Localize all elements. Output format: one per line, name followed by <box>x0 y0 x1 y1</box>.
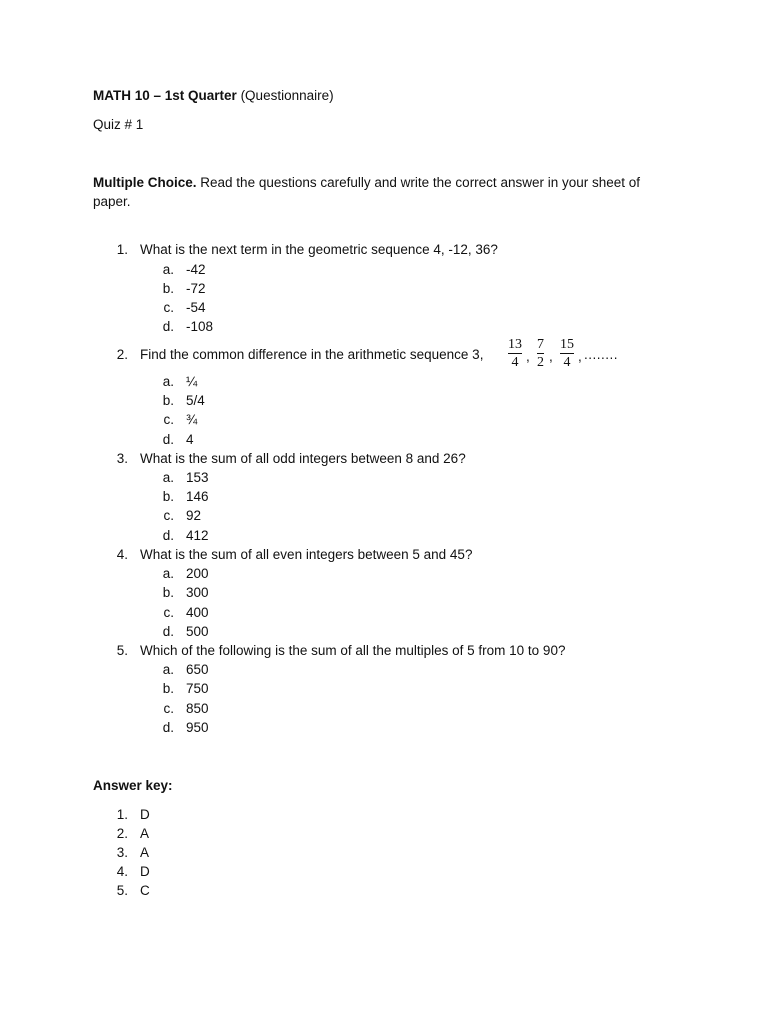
question-text: What is the next term in the geometric sequence 4, -12, 36? <box>140 242 498 257</box>
question-text: Which of the following is the sum of all the multiples of 5 from 10 to 90? <box>140 643 566 658</box>
question-number: 2. <box>116 347 128 362</box>
option-letter: d. <box>162 720 174 735</box>
sequence-ellipsis: ........ <box>584 347 619 362</box>
fraction-bar <box>560 353 574 354</box>
question-text: What is the sum of all odd integers between 8 and 26? <box>140 451 466 466</box>
answer-value: D <box>140 864 150 879</box>
answer-number: 2. <box>116 826 128 841</box>
option-letter: a. <box>162 470 174 485</box>
option-letter: d. <box>162 432 174 447</box>
option-text: ¾ <box>186 412 198 427</box>
option-text: 412 <box>186 528 209 543</box>
option-text: 750 <box>186 681 209 696</box>
option-letter: b. <box>162 393 174 408</box>
instructions-line-1 <box>93 175 640 190</box>
option-letter: a. <box>162 262 174 277</box>
document-title <box>93 88 334 103</box>
fraction-separator: , <box>549 349 553 364</box>
option-letter: b. <box>162 585 174 600</box>
option-letter: a. <box>162 662 174 677</box>
option-text: 146 <box>186 489 209 504</box>
fraction-denominator: 4 <box>511 355 519 370</box>
question-number: 5. <box>116 643 128 658</box>
option-text: -72 <box>186 281 206 296</box>
option-text: 500 <box>186 624 209 639</box>
option-letter: d. <box>162 319 174 334</box>
question-number: 1. <box>116 242 128 257</box>
title-bold: MATH 10 – 1st Quarter <box>93 88 237 103</box>
option-letter: a. <box>162 566 174 581</box>
option-letter: c. <box>163 300 174 315</box>
option-letter: c. <box>163 412 174 427</box>
question-number: 4. <box>116 547 128 562</box>
fraction-denominator: 2 <box>537 355 544 370</box>
fraction-7-2 <box>537 337 544 370</box>
fraction-numerator: 15 <box>560 337 574 352</box>
option-letter: c. <box>163 605 174 620</box>
fraction-separator: , <box>578 349 582 364</box>
option-text: -108 <box>186 319 214 334</box>
option-text: 153 <box>186 470 209 485</box>
fraction-bar <box>537 353 544 354</box>
answer-number: 3. <box>116 845 128 860</box>
option-text: 300 <box>186 585 209 600</box>
instructions-text: Read the questions carefully and write the correct answer in your sheet of <box>200 175 641 190</box>
option-letter: c. <box>163 508 174 523</box>
option-letter: b. <box>162 681 174 696</box>
fraction-13-4 <box>508 337 522 370</box>
option-letter: c. <box>163 701 174 716</box>
option-text: 200 <box>186 566 209 581</box>
option-text: 850 <box>186 701 209 716</box>
fraction-denominator: 4 <box>563 355 571 370</box>
option-letter: b. <box>162 489 174 504</box>
option-letter: d. <box>162 528 174 543</box>
option-letter: b. <box>162 281 174 296</box>
option-text: ¼ <box>186 374 198 389</box>
instructions-label: Multiple Choice. <box>93 175 197 190</box>
option-letter: a. <box>162 374 174 389</box>
title-rest: (Questionnaire) <box>240 88 334 103</box>
answer-number: 1. <box>116 807 128 822</box>
option-text: 650 <box>186 662 209 677</box>
question-text: Find the common difference in the arithmetic sequence 3, <box>140 347 484 362</box>
quiz-label: Quiz # 1 <box>93 117 144 132</box>
option-text: 92 <box>186 508 202 523</box>
instructions-line-2: paper. <box>93 194 131 209</box>
answer-value: A <box>140 845 150 860</box>
answer-value: C <box>140 883 150 898</box>
answer-key-title: Answer key: <box>93 778 173 793</box>
fraction-numerator: 13 <box>508 337 522 352</box>
fraction-numerator: 7 <box>537 337 544 352</box>
answer-value: A <box>140 826 150 841</box>
answer-number: 4. <box>116 864 128 879</box>
option-text: 5/4 <box>186 393 205 408</box>
option-text: 4 <box>186 432 194 447</box>
question-number: 3. <box>116 451 128 466</box>
option-text: 950 <box>186 720 209 735</box>
fraction-15-4 <box>560 337 574 370</box>
option-text: -42 <box>186 262 206 277</box>
fraction-bar <box>508 353 522 354</box>
fraction-separator: , <box>526 349 530 364</box>
answer-value: D <box>140 807 150 822</box>
question-text: What is the sum of all even integers between 5 and 45? <box>140 547 473 562</box>
option-text: 400 <box>186 605 209 620</box>
answer-number: 5. <box>116 883 128 898</box>
option-letter: d. <box>162 624 174 639</box>
option-text: -54 <box>186 300 206 315</box>
